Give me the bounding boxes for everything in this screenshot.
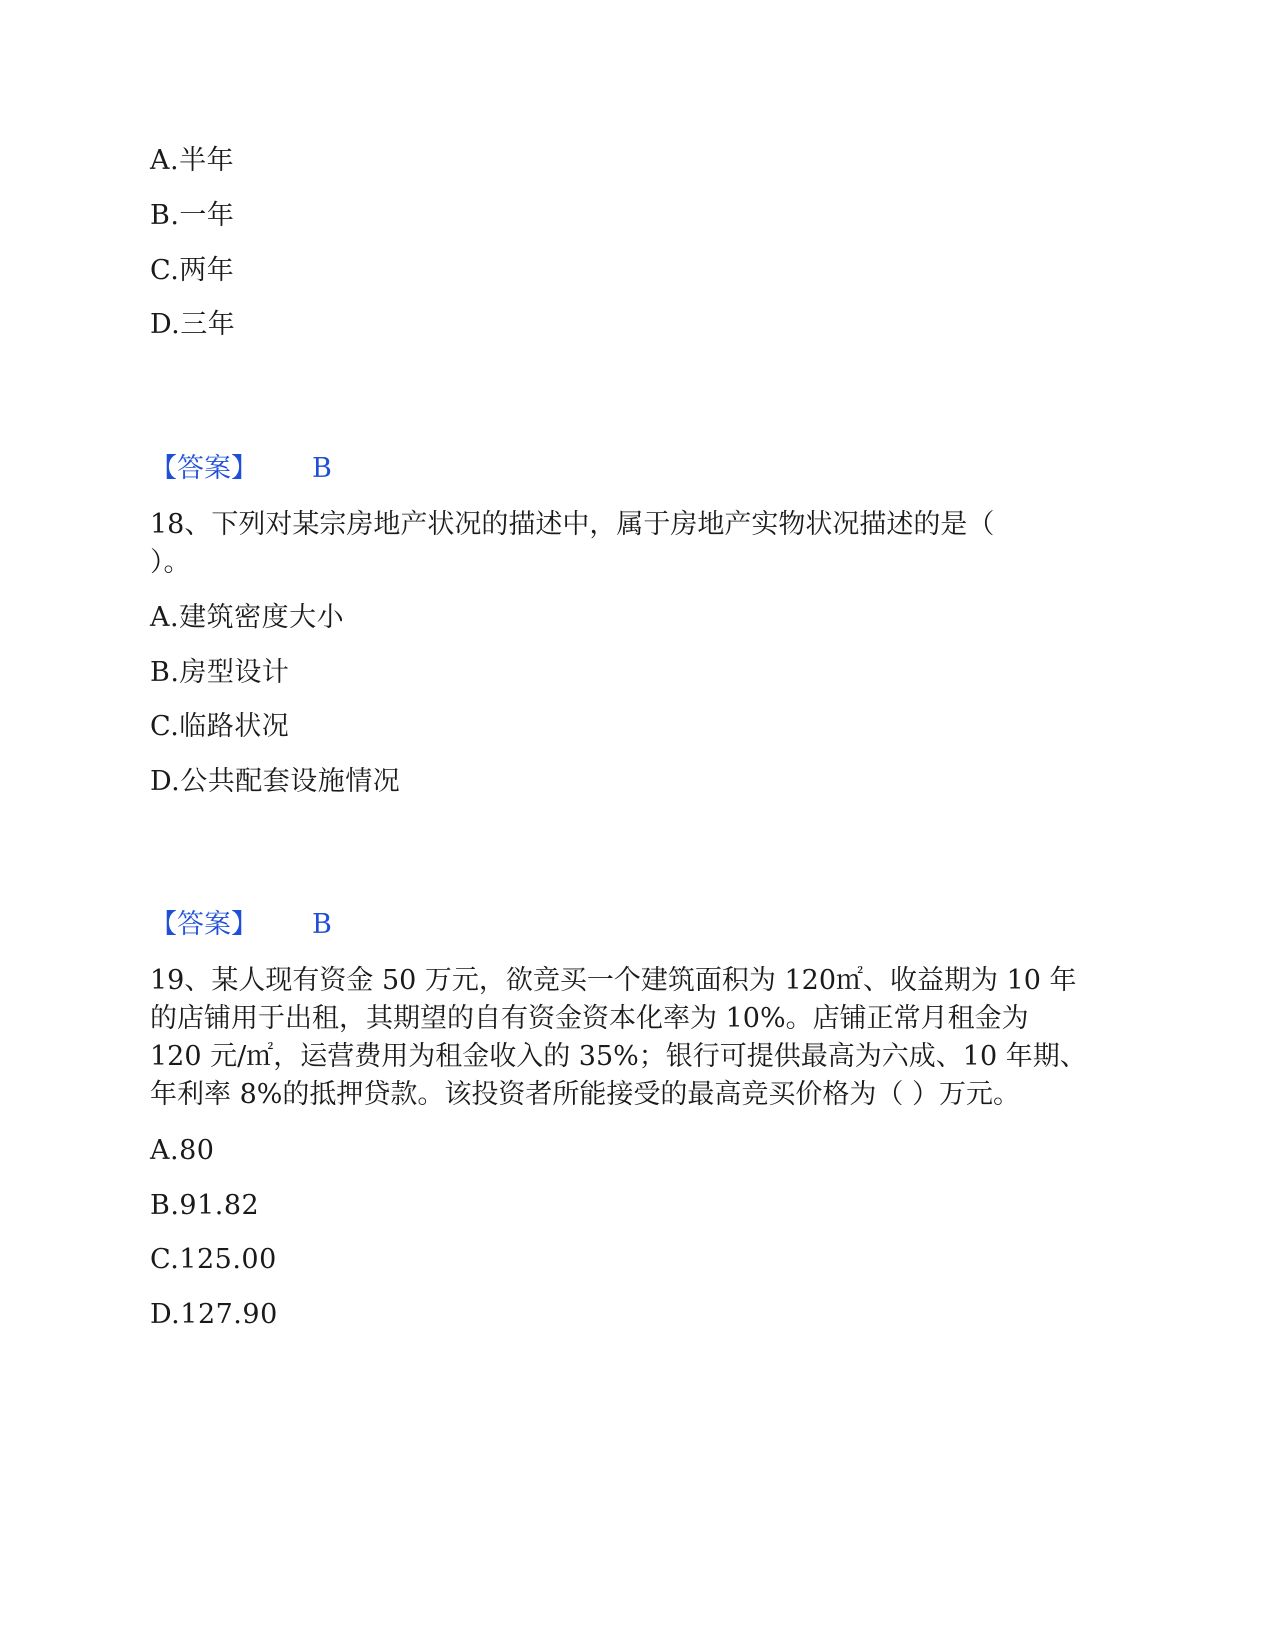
- q18-option-c: C.临路状况: [150, 711, 290, 742]
- q18-answer: [150, 908, 332, 942]
- prev-option-a: A.半年: [150, 145, 235, 176]
- q19-stem-line-3: 120 元/㎡，运营费用为租金收入的 35%；银行可提供最高为六成、10 年期、: [150, 1041, 1087, 1072]
- q18-option-b: B.房型设计: [150, 657, 290, 688]
- answer-value: B: [312, 909, 332, 940]
- answer-value: B: [312, 453, 332, 484]
- q19-stem: [150, 962, 1110, 1114]
- q18-stem-line-2: ）。: [150, 547, 191, 578]
- q19-stem-line-4: 年利率 8%的抵押贷款。该投资者所能接受的最高竞买价格为（ ）万元。: [150, 1079, 1020, 1110]
- prev-option-c: C.两年: [150, 255, 235, 286]
- answer-label: 【答案】: [150, 453, 258, 484]
- prev-option-d: D.三年: [150, 309, 236, 340]
- q18-stem: [150, 506, 1110, 582]
- q19-option-b: B.91.82: [150, 1190, 260, 1221]
- q19-option-c: C.125.00: [150, 1244, 277, 1275]
- prev-answer: [150, 452, 332, 486]
- q19-stem-line-2: 的店铺用于出租，其期望的自有资金资本化率为 10%。店铺正常月租金为: [150, 1003, 1029, 1034]
- prev-option-b: B.一年: [150, 200, 235, 231]
- q19-option-a: A.80: [150, 1135, 215, 1166]
- q19-stem-line-1: 19、某人现有资金 50 万元，欲竞买一个建筑面积为 120㎡、收益期为 10 年: [150, 965, 1077, 996]
- q18-stem-line-1: 18、下列对某宗房地产状况的描述中，属于房地产实物状况描述的是（: [150, 509, 995, 540]
- q18-option-a: A.建筑密度大小: [150, 602, 345, 633]
- q19-option-d: D.127.90: [150, 1299, 278, 1330]
- q18-option-d: D.公共配套设施情况: [150, 766, 401, 797]
- answer-label: 【答案】: [150, 909, 258, 940]
